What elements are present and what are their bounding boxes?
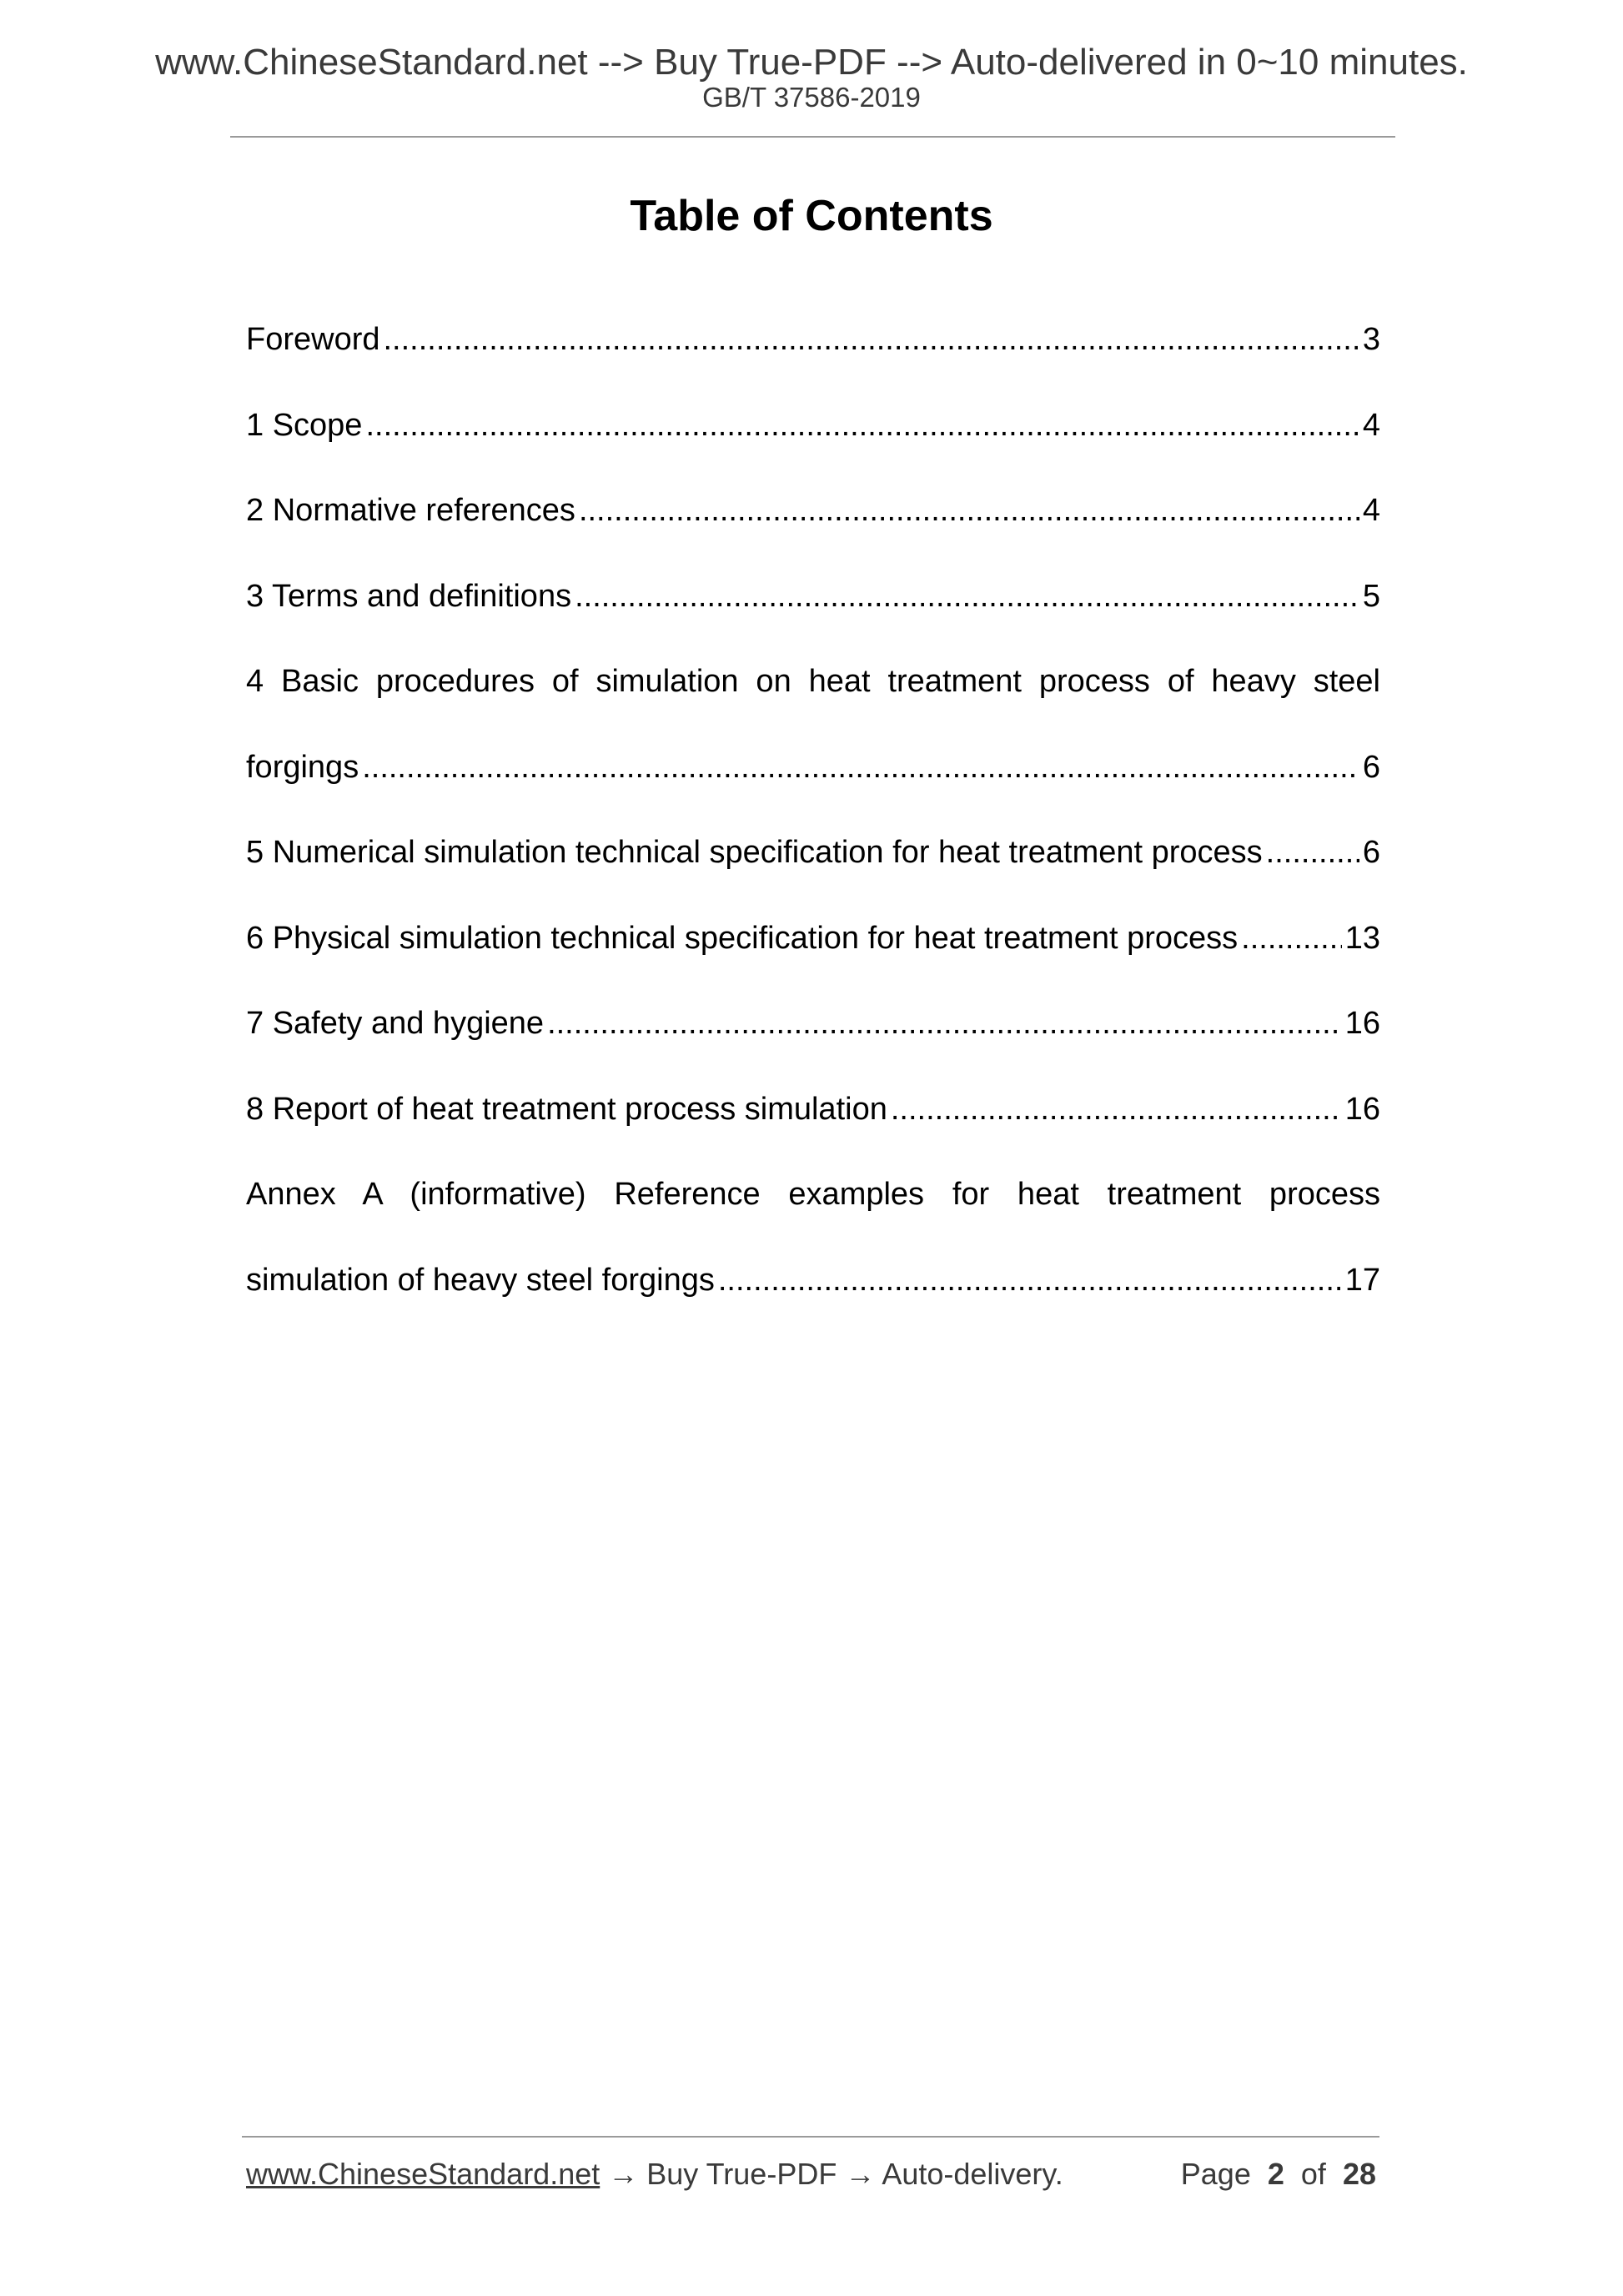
- toc-entry-label: forgings: [246, 749, 359, 785]
- toc-entry-report[interactable]: [246, 1091, 1380, 1177]
- toc-entry-safety-hygiene[interactable]: [246, 1005, 1380, 1091]
- toc-entry-terms-definitions[interactable]: [246, 578, 1380, 664]
- toc-entry-page: 6: [1362, 749, 1380, 785]
- standard-code: GB/T 37586-2019: [702, 82, 921, 113]
- toc-entry-page: 3: [1362, 322, 1380, 357]
- page-total: 28: [1342, 2157, 1376, 2191]
- toc-entry-physical-simulation[interactable]: [246, 920, 1380, 1006]
- footer-site-link[interactable]: www.ChineseStandard.net: [246, 2157, 600, 2191]
- toc-entry-label: 3 Terms and definitions: [246, 578, 572, 614]
- toc-entry-page: 4: [1362, 493, 1380, 528]
- page-footer: [246, 2156, 1376, 2193]
- toc-entry-label: 7 Safety and hygiene: [246, 1006, 545, 1041]
- footer-left: [246, 2156, 1063, 2193]
- toc-entry-label: Foreword: [246, 322, 380, 357]
- dot-leader: [579, 492, 1359, 529]
- dot-leader: [384, 321, 1359, 358]
- footer-divider: [242, 2136, 1379, 2138]
- toc-entry-label: 1 Scope: [246, 407, 363, 443]
- toc-title: Table of Contents: [630, 192, 993, 240]
- toc-entry-page: 5: [1362, 578, 1380, 614]
- dot-leader: [362, 749, 1359, 786]
- dot-leader: [891, 1091, 1342, 1128]
- toc-entry-label: 2 Normative references: [246, 493, 575, 528]
- toc-entry-basic-procedures-line1[interactable]: 4 Basic procedures of simulation on heat treatment process of heavy steel: [246, 664, 1380, 699]
- toc-entry-label: simulation of heavy steel forgings: [246, 1262, 715, 1298]
- page-current: 2: [1267, 2157, 1284, 2191]
- toc-entry-page: 17: [1344, 1262, 1380, 1298]
- toc-entry-page: 4: [1362, 407, 1380, 443]
- dot-leader: [1266, 834, 1359, 871]
- page-word: Page: [1180, 2157, 1251, 2191]
- dot-leader: [718, 1262, 1342, 1299]
- header-divider: [230, 136, 1395, 138]
- footer-tagline: → Buy True-PDF → Auto-delivery.: [600, 2157, 1063, 2191]
- header-banner: www.ChineseStandard.net --> Buy True-PDF --> Auto-delivered in 0~10 minutes.: [155, 42, 1468, 83]
- dot-leader: [547, 1005, 1342, 1042]
- dot-leader: [365, 407, 1359, 444]
- toc-entry-scope[interactable]: [246, 407, 1380, 493]
- toc-entry-numerical-simulation[interactable]: [246, 834, 1380, 920]
- toc-entry-label: 5 Numerical simulation technical specification for heat treatment process: [246, 835, 1263, 870]
- toc-entry-page: 16: [1344, 1006, 1380, 1041]
- table-of-contents: [246, 321, 1380, 1347]
- toc-entry-normative-references[interactable]: [246, 492, 1380, 578]
- page-number: [1181, 2156, 1376, 2193]
- toc-entry-page: 16: [1344, 1091, 1380, 1127]
- toc-entry-label: 6 Physical simulation technical specification for heat treatment process: [246, 920, 1239, 956]
- toc-entry-page: 13: [1344, 920, 1380, 956]
- toc-entry-annex-a-line1[interactable]: Annex A (informative) Reference examples for heat treatment process: [246, 1177, 1380, 1212]
- toc-entry-annex-a-line2[interactable]: [246, 1262, 1380, 1348]
- dot-leader: [575, 578, 1359, 615]
- toc-entry-basic-procedures-line2[interactable]: [246, 749, 1380, 835]
- dot-leader: [1241, 920, 1342, 957]
- toc-entry-label: 8 Report of heat treatment process simulation: [246, 1091, 887, 1127]
- of-word: of: [1300, 2157, 1326, 2191]
- toc-entry-page: 6: [1362, 835, 1380, 870]
- toc-entry-foreword[interactable]: [246, 321, 1380, 407]
